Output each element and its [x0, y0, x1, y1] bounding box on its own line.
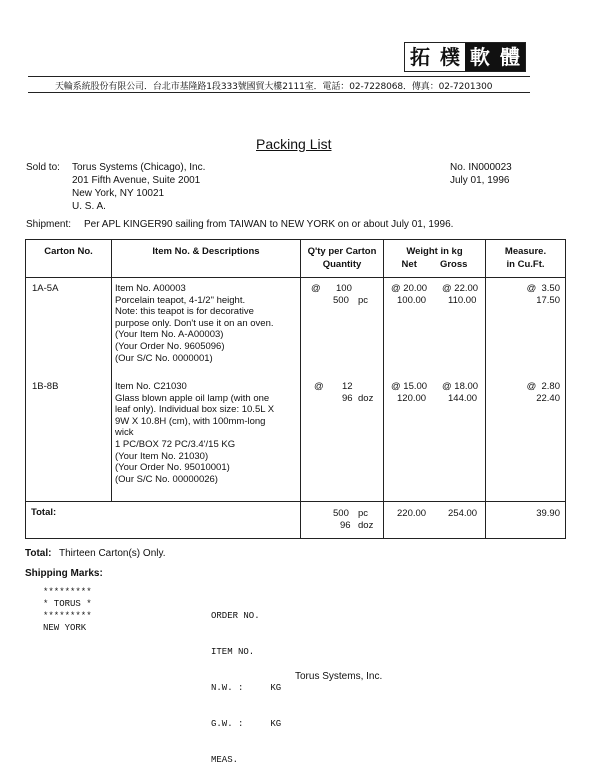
document-number: No. IN000023: [450, 162, 512, 173]
total-qty-cell: [301, 502, 384, 539]
carton-no: 1B-8B: [32, 381, 59, 392]
header-carton: Carton No.: [26, 240, 112, 278]
header-qty: Q'ty per Carton Quantity: [301, 240, 384, 278]
carton-cell: [26, 278, 112, 502]
shipment-label: Shipment:: [26, 219, 72, 230]
gross-total: 144.00: [448, 393, 478, 404]
shipping-marks-label: Shipping Marks:: [25, 568, 103, 579]
qty-unit: pc: [358, 295, 369, 306]
qty-unit: doz: [358, 393, 374, 404]
net-per: @ 15.00: [391, 381, 428, 392]
item-description: Item No. C21030 Glass blown apple oil lamp (with one leaf only). Individual box size: 10.5L X 9W X 10.8H (cm), with 100mm-long wick 1 PC/BOX 72 PC/3.4'/15 KG (Your Item No. 21030) (Your Order No. 95010001) (Our S/C No. 00000026): [115, 381, 275, 485]
total-gross: 254.00: [448, 508, 478, 519]
logo-char: 拓: [410, 45, 430, 69]
gross-per: @ 18.00: [442, 381, 479, 392]
header-weight: Weight in kg Net Gross: [384, 240, 486, 278]
logo-char: 軟: [465, 43, 495, 71]
header-measure: Measure. in Cu.Ft.: [486, 240, 566, 278]
shipping-marks-right: ORDER NO. ITEM NO. N.W. : KG G.W. : KG MEAS.: [211, 611, 282, 765]
measure-per: @ 2.80: [526, 381, 560, 392]
total-label: Total:: [31, 507, 57, 518]
total-unit: pc: [358, 508, 369, 519]
weight-cell: [384, 278, 486, 502]
sold-to-line: New York, NY 10021: [72, 188, 165, 199]
net-per: @ 20.00: [391, 283, 428, 294]
sold-to-label: Sold to:: [26, 162, 60, 173]
total-label-cell: [26, 502, 301, 539]
total-measure: 39.90: [536, 508, 560, 519]
gross-per: @ 22.00: [442, 283, 479, 294]
letterhead-rule-top: [28, 76, 530, 77]
measure-cell: [486, 278, 566, 502]
measure-per: @ 3.50: [526, 283, 560, 294]
logo-char: 樸: [440, 45, 460, 69]
qty-per-carton: 12: [342, 381, 353, 392]
measure-total: 17.50: [536, 295, 560, 306]
document-title: Packing List: [256, 136, 332, 152]
letterhead-rule-bottom: [28, 92, 530, 93]
header-gross: Gross: [439, 259, 468, 270]
net-total: 100.00: [397, 295, 427, 306]
total-measure-cell: [486, 502, 566, 539]
carton-no: 1A-5A: [32, 283, 59, 294]
total-qty: 96: [340, 520, 351, 531]
qty-total: 96: [342, 393, 353, 404]
gross-total: 110.00: [448, 295, 477, 306]
letterhead-address: 天輪系統股份有限公司．台北市基隆路1段333號國貿大樓2111室．電話：02-7228068．傳真：02-7201300: [55, 82, 493, 92]
shipment-text: Per APL KINGER90 sailing from TAIWAN to NEW YORK on or about July 01, 1996.: [84, 219, 454, 230]
table-body-row: [26, 278, 566, 502]
signature-company: Torus Systems, Inc.: [295, 671, 383, 682]
qty-total: 500: [333, 295, 349, 306]
company-logo: [404, 42, 526, 72]
item-description: Item No. A00003 Porcelain teapot, 4-1/2" height. Note: this teapot is for decorative purpose only. Don't use it on an oven. (Your Item No. A-A00003) (Your Order No. 9605096) (Our S/C No. 0000001): [115, 283, 274, 364]
document-date: July 01, 1996: [450, 175, 510, 186]
quantity-cell: [301, 278, 384, 502]
total-weight-cell: [384, 502, 486, 539]
total-cartons-text: Thirteen Carton(s) Only.: [59, 548, 166, 559]
table-total-row: [26, 502, 566, 539]
shipping-marks-left: ********* * TORUS * ********* NEW YORK: [43, 587, 92, 633]
table-header-row: [26, 240, 566, 278]
total-unit: doz: [358, 520, 374, 531]
header-net: Net: [401, 259, 417, 270]
packing-table: [25, 239, 566, 539]
measure-total: 22.40: [536, 393, 560, 404]
sold-to-line: 201 Fifth Avenue, Suite 2001: [72, 175, 201, 186]
qty-at: @: [311, 283, 321, 294]
logo-char: 體: [495, 43, 525, 71]
sold-to-line: U. S. A.: [72, 201, 106, 212]
total-qty: 500: [333, 508, 349, 519]
net-total: 120.00: [397, 393, 427, 404]
sold-to-line: Torus Systems (Chicago), Inc.: [72, 162, 206, 173]
total-cartons-label: Total:: [25, 548, 52, 559]
total-net: 220.00: [397, 508, 427, 519]
qty-per-carton: 100: [336, 283, 352, 294]
header-item: Item No. & Descriptions: [112, 240, 301, 278]
qty-at: @: [314, 381, 324, 392]
description-cell: [112, 278, 301, 502]
